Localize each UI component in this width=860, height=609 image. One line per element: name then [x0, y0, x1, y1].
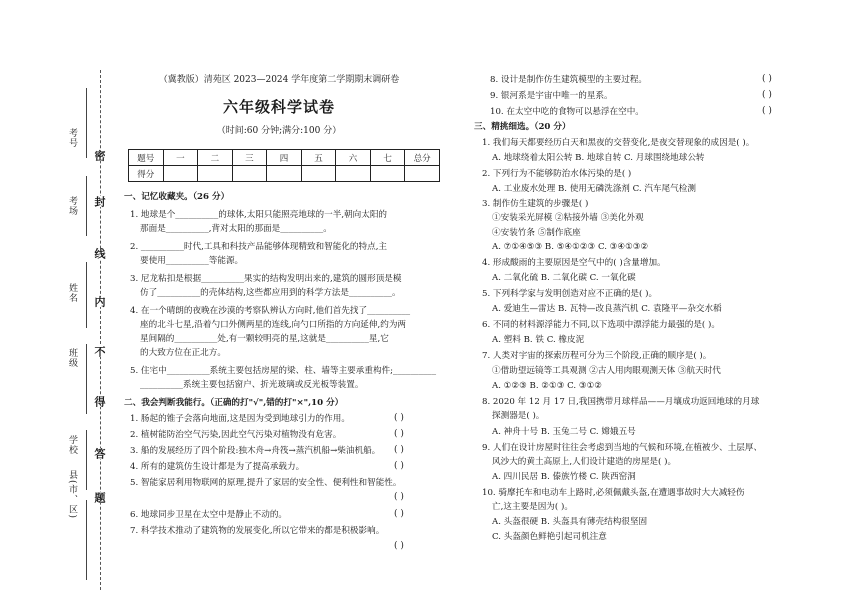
choice-question: 探测器是( )。	[492, 411, 545, 421]
class-label: 班级	[67, 348, 77, 368]
score-input-cell[interactable]	[163, 166, 198, 182]
choice-question: 4. 形成酸雨的主要原因是空气中的( )含量增加。	[482, 258, 666, 268]
choice-options: A. ①②③ B. ②①③ C. ③①②	[492, 381, 602, 391]
exam-subtitle: （冀教版）清苑区 2023—2024 学年度第二学期期末调研卷	[158, 75, 400, 85]
answer-paren[interactable]: ( )	[762, 106, 772, 116]
question-line: __________系统主要包括窗户、折光玻璃或反光板等装置。	[140, 380, 364, 390]
judge-question: 2. 植树能防治空气污染,因此空气污染对植物没有危害。	[130, 430, 342, 440]
score-input-cell[interactable]	[198, 166, 233, 182]
choice-options: ④安装竹条 ⑤制作底座	[492, 228, 581, 238]
score-cell: 总分	[405, 150, 440, 166]
choice-options: ①安装采光屏模 ②粘接外墙 ③美化外观	[492, 213, 644, 223]
score-cell: 六	[336, 150, 371, 166]
seal-char: 内	[93, 296, 106, 307]
question-line: 星间隔的__________处,有一颗较明亮的星,这就是__________星,它	[140, 334, 389, 344]
question-line: 3. 尼龙粘扣是根据__________果实的结构发明出来的,建筑的圆形顶是模	[130, 274, 402, 284]
judge-question: 9. 银河系是宇宙中唯一的星系。	[490, 91, 613, 101]
question-line: 要使用__________等能源。	[140, 256, 244, 266]
question-line: 那面是__________,背对太阳的那面是__________。	[140, 224, 332, 234]
question-line: 5. 住宅中__________系统主要包括房屋的梁、柱、墙等主要承重构件;__________	[130, 366, 437, 376]
choice-question: 10. 骑摩托车和电动车上路时,必须佩戴头盔,在遭遇事故时大大减轻伤	[482, 488, 745, 498]
seal-dashed-line	[100, 70, 101, 590]
judge-question: 1. 肠起的锥子会落向地面,这是因为受到地球引力的作用。	[130, 414, 350, 424]
name-field-line	[86, 262, 87, 328]
section-heading: 二、我会判断我能行。（正确的打"√",错的打"×",10 分）	[124, 398, 344, 408]
choice-question: 风沙大的黄土高原上,人们设计建造的房屋是( )。	[492, 457, 677, 467]
choice-options: ①借助望远镜等工具观测 ②古人用肉眼观测天体 ③航天时代	[492, 366, 721, 376]
choice-question: 3. 制作仿生建筑的步骤是( )	[482, 199, 589, 209]
score-input-cell[interactable]	[301, 166, 336, 182]
answer-paren[interactable]: ( )	[394, 445, 404, 455]
seal-char: 答	[93, 448, 106, 459]
choice-options: A. 头盔很硬 B. 头盔具有薄壳结构很坚固	[492, 517, 648, 527]
score-cell: 题号	[129, 150, 164, 166]
answer-paren[interactable]: ( )	[394, 429, 404, 439]
choice-question: 7. 人类对宇宙的探索历程可分为三个阶段,正确的顺序是( )。	[482, 351, 712, 361]
choice-options: A. 二氧化硫 B. 二氧化碳 C. 一氧化碳	[492, 273, 636, 283]
answer-paren[interactable]: ( )	[762, 74, 772, 84]
judge-question: 3. 船的发展经历了四个阶段:独木舟→舟筏→蒸汽机船→柴油机船。	[130, 446, 381, 456]
choice-question: 2. 下列行为不能够防治水体污染的是( )	[482, 169, 632, 179]
section-heading: 一、记忆收藏夹。（26 分）	[124, 192, 230, 202]
exam-number-label: 考号	[67, 128, 77, 148]
answer-paren[interactable]: ( )	[394, 413, 404, 423]
judge-question: 6. 地球同步卫星在太空中是静止不动的。	[130, 510, 288, 520]
score-cell: 三	[232, 150, 267, 166]
school-label: 学校	[67, 435, 77, 455]
answer-paren[interactable]: ( )	[762, 90, 772, 100]
binding-margin	[0, 0, 118, 609]
score-input-cell[interactable]	[405, 166, 440, 182]
class-field-line	[86, 344, 87, 414]
choice-question: 1. 我们每天都要经历白天和黑夜的交替变化,是夜交替现象的成因是( )。	[482, 138, 755, 148]
score-input-cell[interactable]	[370, 166, 405, 182]
choice-options: C. 头盔颜色鲜艳引起司机注意	[492, 532, 607, 542]
seal-char: 封	[93, 196, 106, 207]
score-table	[128, 149, 440, 182]
choice-question: 6. 不同的材料源浮能力不同,以下选项中漂浮能力最强的是( )。	[482, 320, 720, 330]
score-cell: 七	[370, 150, 405, 166]
school-field-line	[86, 430, 87, 490]
exam-time-info: （时间:60 分钟;满分:100 分）	[216, 126, 342, 136]
answer-paren[interactable]: ( )	[394, 541, 404, 551]
seal-char: 不	[93, 346, 106, 357]
exam-title: 六年级科学试卷	[222, 98, 335, 116]
exam-room-field-line	[86, 176, 87, 236]
choice-question: 亡,这主要是因为( )。	[492, 502, 573, 512]
score-cell: 得分	[129, 166, 164, 182]
choice-options: A. ⑦①④⑤③ B. ⑤④①②③ C. ③④①③②	[492, 242, 649, 252]
question-line: 2. __________时代,工具和科技产品能够体现精致和智能化的特点,主	[130, 242, 388, 252]
county-field-line	[86, 500, 87, 580]
choice-options: A. 神舟十号 B. 玉兔二号 C. 嫦娥五号	[492, 427, 636, 437]
answer-paren[interactable]: ( )	[394, 461, 404, 471]
score-cell: 一	[163, 150, 198, 166]
seal-char: 密	[93, 150, 106, 161]
judge-question: 4. 所有的建筑仿生设计都是为了提高承载力。	[130, 462, 305, 472]
choice-options: A. 爱迪生—雷达 B. 瓦特—改良蒸汽机 C. 袁隆平—杂交水稻	[492, 304, 722, 314]
score-cell: 四	[267, 150, 302, 166]
section-heading: 三、精挑细选。（20 分）	[474, 122, 571, 132]
answer-paren[interactable]: ( )	[394, 509, 404, 519]
score-cell: 二	[198, 150, 233, 166]
choice-question: 5. 下列科学家与发明创造对应不正确的是( )。	[482, 289, 658, 299]
name-label: 姓名	[67, 283, 77, 303]
county-label: 县(市、区)	[67, 470, 77, 520]
question-line: 仿了__________的壳体结构,这些都应用到的科学方法是__________。	[140, 288, 401, 298]
score-table-header-row	[129, 150, 440, 166]
seal-char: 得	[93, 396, 106, 407]
choice-options: A. 四川民居 B. 傣族竹楼 C. 陕西窑洞	[492, 472, 636, 482]
score-input-cell[interactable]	[336, 166, 371, 182]
choice-options: A. 地球绕着太阳公转 B. 地球自转 C. 月球围绕地球公转	[492, 153, 705, 163]
judge-question: 7. 科学技术推动了建筑物的发展变化,所以它带来的都是积极影响。	[130, 526, 385, 536]
seal-char: 线	[93, 248, 106, 259]
question-line: 的大致方位在正北方。	[140, 348, 226, 358]
judge-question: 5. 智能家居利用物联网的原理,提升了家居的安全性、便利性和智能性。	[130, 478, 402, 488]
score-table-score-row	[129, 166, 440, 182]
exam-number-field-line	[86, 88, 87, 158]
score-input-cell[interactable]	[267, 166, 302, 182]
judge-question: 8. 设计是制作仿生建筑模型的主要过程。	[490, 75, 648, 85]
choice-options: A. 工业废水处理 B. 使用无磷洗涤剂 C. 汽车尾气检测	[492, 184, 696, 194]
question-line: 4. 在一个晴朗的夜晚在沙漠的考察队辨认方向时,他们首先找了__________	[130, 306, 411, 316]
seal-char: 题	[93, 492, 106, 503]
answer-paren[interactable]: ( )	[394, 492, 404, 502]
question-line: 1. 地球是个__________的球体,太阳只能照亮地球的一半,朝向太阳的	[130, 210, 388, 220]
score-cell: 五	[301, 150, 336, 166]
choice-options: A. 塑料 B. 铁 C. 橡皮泥	[492, 335, 585, 345]
question-line: 座的北斗七星,沿着勺口外侧两星的连线,向勺口所指的方向延伸,约为两	[140, 320, 407, 330]
score-input-cell[interactable]	[232, 166, 267, 182]
choice-question: 8. 2020 年 12 月 17 日,我国携带月球样品——月壤成功返回地球的月球	[482, 397, 760, 407]
choice-question: 9. 人们在设计房屋时往往会考虑到当地的气候和环境,在植被少、土层厚、	[482, 443, 763, 453]
exam-room-label: 考场	[67, 196, 77, 216]
judge-question: 10. 在太空中吃的食物可以悬浮在空中。	[490, 107, 644, 117]
